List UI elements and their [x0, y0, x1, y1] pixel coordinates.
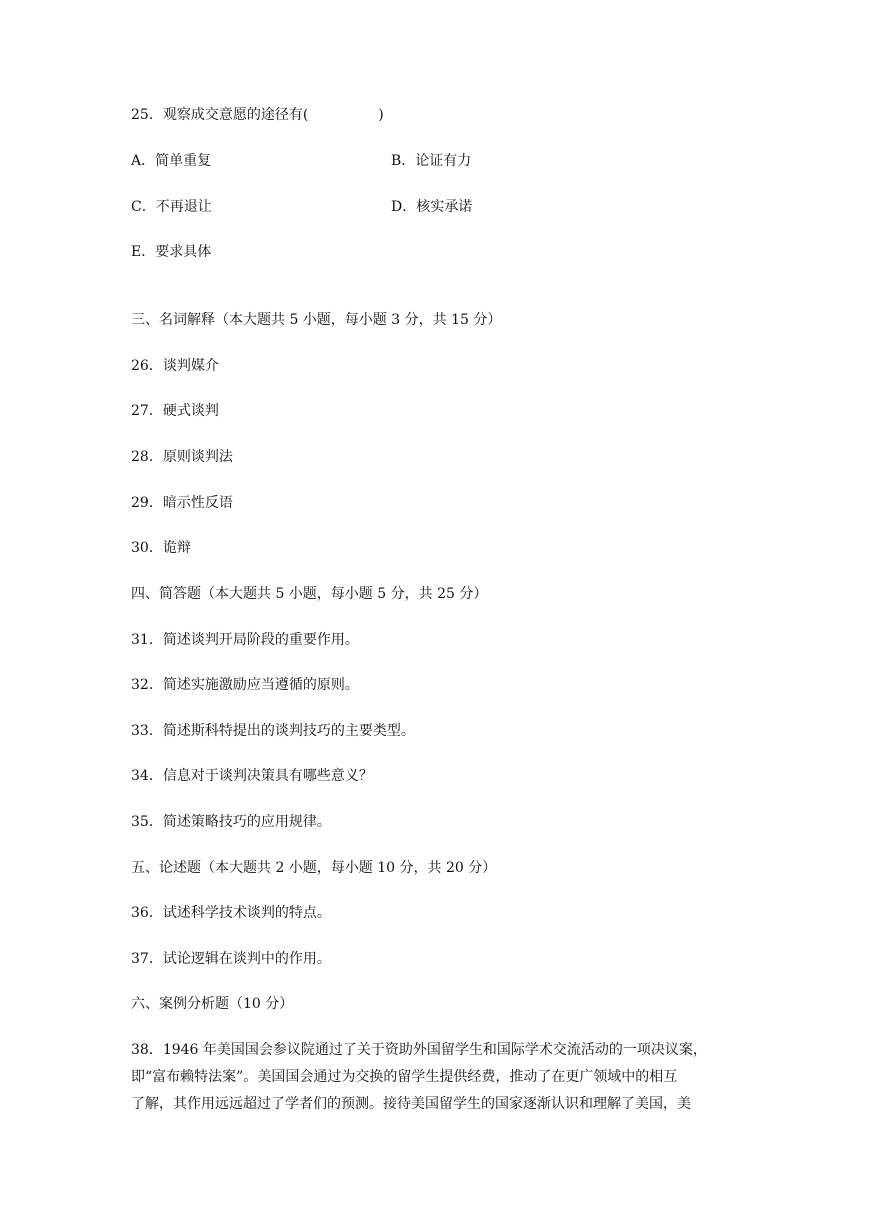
question-36: 36．试述科学技术谈判的特点。: [131, 905, 331, 921]
question-30: 30．诡辩: [131, 540, 191, 556]
question-38-line-3: 了解，其作用远远超过了学者们的预测。接待美国留学生的国家逐渐认识和理解了美国，美: [131, 1096, 691, 1112]
question-25-option-d: D．核实承诺: [391, 199, 473, 215]
question-27: 27．硬式谈判: [131, 403, 219, 419]
question-34: 34．信息对于谈判决策具有哪些意义？: [131, 768, 373, 784]
question-38-line-1: 38．1946 年美国国会参议院通过了关于资助外国留学生和国际学术交流活动的一项决议案，: [131, 1042, 707, 1058]
question-33: 33．简述斯科特提出的谈判技巧的主要类型。: [131, 723, 415, 739]
question-38-paragraph: [131, 1037, 741, 1118]
section-6-heading: 六、案例分析题（10 分）: [131, 996, 294, 1012]
section-5-heading: 五、论述题（本大题共 2 小题，每小题 10 分，共 20 分）: [131, 860, 497, 876]
section-3-heading: 三、名词解释（本大题共 5 小题，每小题 3 分，共 15 分）: [131, 312, 502, 328]
question-25-option-e: E．要求具体: [131, 244, 212, 260]
question-29: 29．暗示性反语: [131, 495, 233, 511]
question-32: 32．简述实施激励应当遵循的原则。: [131, 677, 359, 693]
section-4-heading: 四、简答题（本大题共 5 小题，每小题 5 分，共 25 分）: [131, 586, 488, 602]
question-37: 37．试论逻辑在谈判中的作用。: [131, 951, 331, 967]
question-26: 26．谈判媒介: [131, 358, 219, 374]
question-25-option-a: A．简单重复: [131, 153, 212, 169]
question-28: 28．原则谈判法: [131, 449, 233, 465]
question-31: 31．简述谈判开局阶段的重要作用。: [131, 632, 359, 648]
question-25-option-b: B．论证有力: [391, 153, 472, 169]
question-25-option-c: C．不再退让: [131, 199, 212, 215]
question-35: 35．简述策略技巧的应用规律。: [131, 814, 331, 830]
question-25-stem: 25．观察成交意愿的途径有( ): [131, 107, 384, 123]
question-38-line-2: 即“富布赖特法案”。美国国会通过为交换的留学生提供经费，推动了在更广领域中的相互: [131, 1069, 678, 1085]
